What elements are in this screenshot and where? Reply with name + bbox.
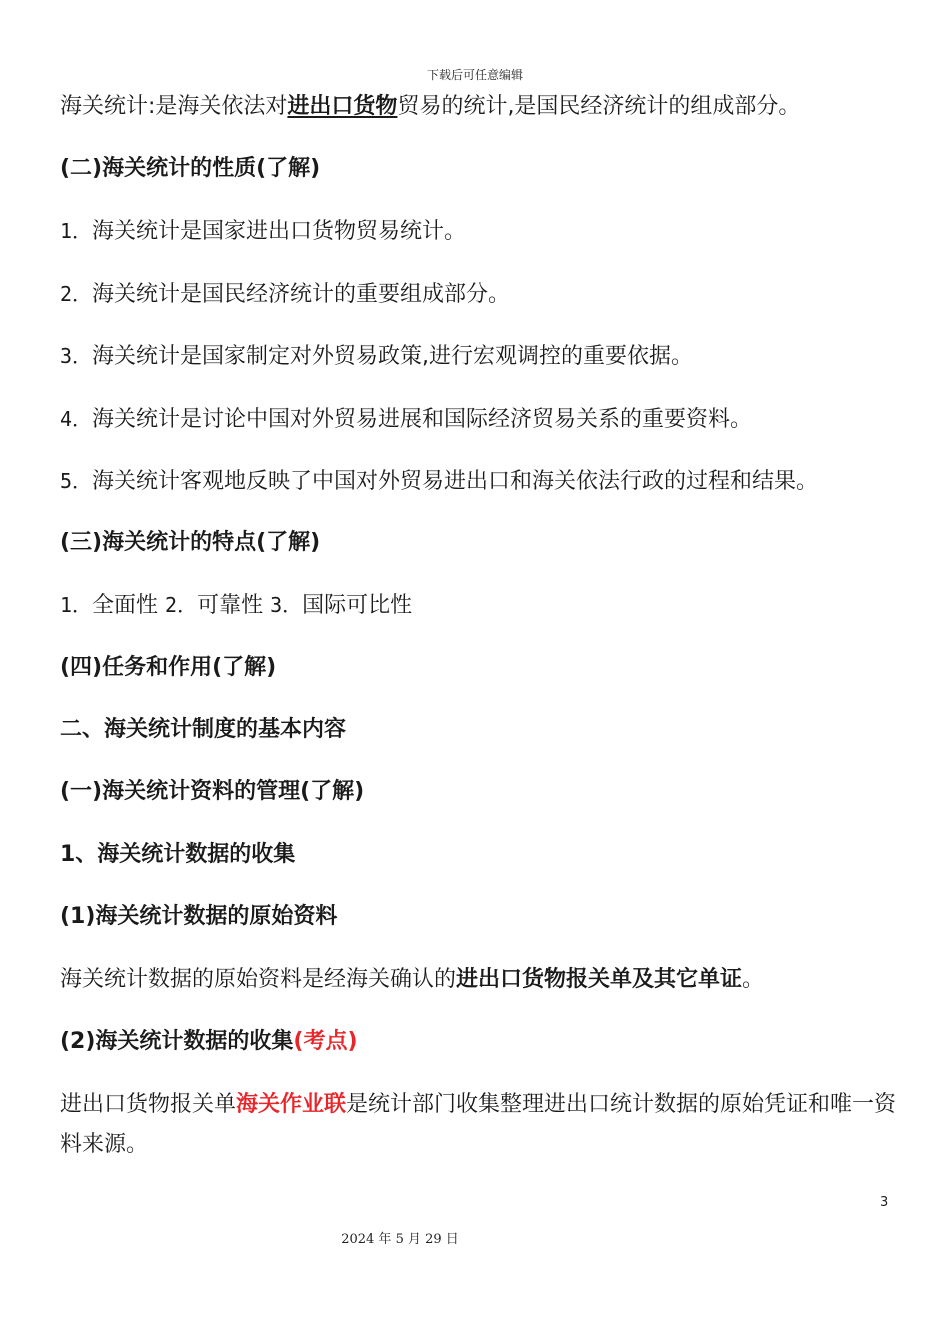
feature-text: 全面性 (92, 593, 166, 618)
part-heading: 二、海关统计制度的基本内容 (60, 717, 347, 742)
paragraph-original-data (60, 965, 900, 995)
paragraph-bold-text: 进出口货物报关单及其它单证 (456, 967, 743, 992)
list-item-number: 4． (60, 407, 93, 431)
list-item-text: 海关统计是国家制定对外贸易政策,进行宏观调控的重要依据。 (92, 344, 694, 369)
feature-number: 2． (165, 593, 198, 617)
paragraph-text: 进出口货物报关单 (60, 1092, 237, 1117)
heading-data-collection: 1、海关统计数据的收集 (60, 842, 296, 867)
list-item-number: 1． (60, 219, 93, 243)
list-item-text: 海关统计是国家进出口货物贸易统计。 (92, 219, 467, 244)
features-line (60, 590, 900, 621)
page-number: 3 (880, 1195, 889, 1210)
feature-text: 国际可比性 (302, 593, 413, 618)
header-note: 下载后可任意编辑 (426, 68, 523, 82)
feature-number: 3． (270, 593, 303, 617)
heading-text: (2)海关统计数据的收集 (60, 1029, 294, 1054)
highlight-text: 海关作业联 (236, 1092, 347, 1117)
list-item-number: 2． (60, 282, 93, 306)
definition-text-a: 海关统计:是海关依法对 (60, 94, 288, 119)
list-item (60, 216, 900, 247)
feature-text: 可靠性 (197, 593, 271, 618)
subsection-heading: (一)海关统计资料的管理(了解) (60, 779, 365, 804)
list-item-text: 海关统计客观地反映了中国对外贸易进出口和海关依法行政的过程和结果。 (92, 469, 819, 494)
heading-original-data: (1)海关统计数据的原始资料 (60, 904, 338, 929)
list-item (60, 466, 900, 497)
definition-text-underlined: 进出口货物 (287, 94, 398, 119)
list-item-text: 海关统计是国民经济统计的重要组成部分。 (92, 282, 511, 307)
definition-text-c: 贸易的统计,是国民经济统计的组成部分。 (397, 94, 801, 119)
footer-date: 2024 年 5 月 29 日 (341, 1232, 459, 1247)
section-heading-nature: (二)海关统计的性质(了解) (60, 156, 321, 181)
feature-number: 1． (60, 593, 93, 617)
heading-collection (60, 1027, 900, 1057)
list-item (60, 279, 900, 310)
section-heading-tasks: (四)任务和作用(了解) (60, 655, 277, 680)
definition-line (60, 92, 900, 122)
paragraph-declaration (60, 1085, 900, 1165)
paragraph-text: 。 (742, 967, 765, 992)
list-item (60, 404, 900, 435)
paragraph-text: 是统计部门收集整理进出口统计数据的原始凭证和唯一资料来源。 (60, 1092, 897, 1157)
list-item-number: 3． (60, 344, 93, 368)
list-item-number: 5． (60, 469, 93, 493)
paragraph-text: 海关统计数据的原始资料是经海关确认的 (60, 967, 457, 992)
exam-point-label: (考点) (293, 1029, 358, 1054)
list-item-text: 海关统计是讨论中国对外贸易进展和国际经济贸易关系的重要资料。 (92, 407, 753, 432)
list-item (60, 341, 900, 372)
section-heading-features: (三)海关统计的特点(了解) (60, 530, 321, 555)
